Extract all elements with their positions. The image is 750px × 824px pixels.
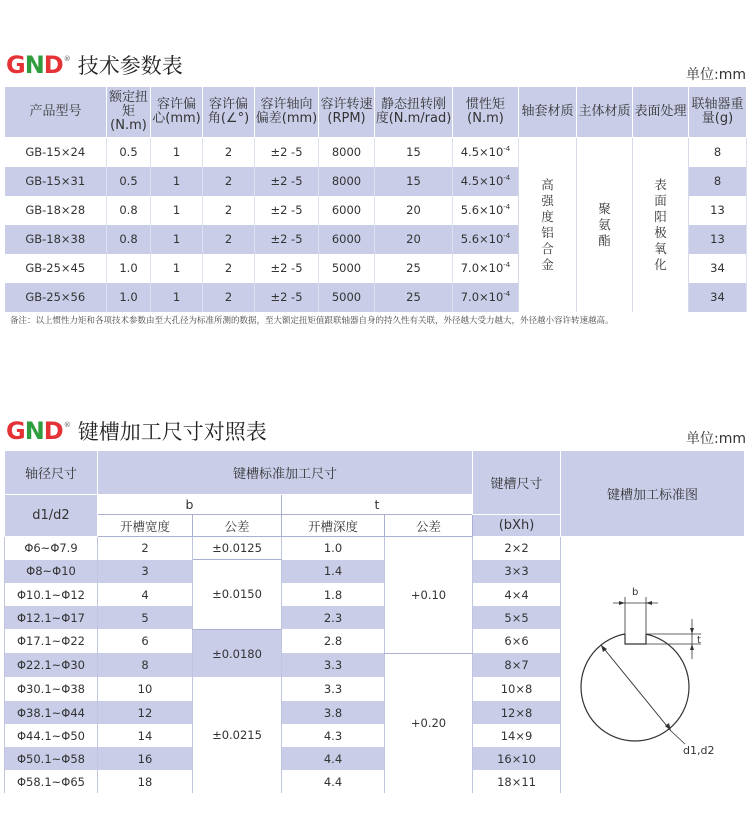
inertia-cell: $7.0\times 10^{-4}$ [453, 254, 519, 283]
b-tolerance-cell: ±0.0180 [193, 629, 282, 677]
header-cell: 静态扭转刚度(N.m/rad) [375, 87, 453, 138]
inertia-cell: $7.0\times 10^{-4}$ [453, 283, 519, 312]
model-cell: GB-15×24 [5, 138, 107, 167]
stiffness-cell: 15 [375, 138, 453, 167]
section1-unit: 单位:mm [686, 67, 746, 83]
slot-depth-cell: 4.4 [282, 747, 385, 770]
section2-title-bar [6, 416, 267, 446]
header-cell: 轴套材质 [519, 87, 577, 138]
keyway-cell: 8×7 [473, 653, 561, 677]
header-cell: 产品型号 [5, 87, 107, 138]
surface-treatment-cell: 表面阳极氧化 [633, 138, 689, 312]
table-header-row [5, 87, 747, 138]
model-cell: GB-18×28 [5, 196, 107, 225]
weight-cell: 8 [689, 167, 747, 196]
angle-cell: 2 [203, 283, 255, 312]
shaft-cell: Φ58.1~Φ65 [5, 770, 98, 793]
std-size-header: 键槽标准加工尺寸 [98, 451, 473, 495]
slot-width-cell: 4 [98, 583, 193, 606]
rpm-cell: 8000 [319, 138, 375, 167]
axial-cell: ±2 -5 [255, 196, 319, 225]
figure-header: 键槽加工标准图 [561, 451, 745, 537]
slot-width-cell: 14 [98, 724, 193, 747]
slot-width-cell: 5 [98, 606, 193, 629]
slot-depth-cell: 1.8 [282, 583, 385, 606]
keyway-cell: 14×9 [473, 724, 561, 747]
eccentric-cell: 1 [151, 167, 203, 196]
keyway-cell: 2×2 [473, 537, 561, 560]
weight-cell: 13 [689, 196, 747, 225]
slot-depth-cell: 2.3 [282, 606, 385, 629]
section1-title: 技术参数表 [77, 54, 183, 78]
torque-cell: 0.8 [107, 196, 151, 225]
eccentric-cell: 1 [151, 283, 203, 312]
shaft-cell: Φ6~Φ7.9 [5, 537, 98, 560]
keyway-cell: 4×4 [473, 583, 561, 606]
keyway-cell: 5×5 [473, 606, 561, 629]
brand-logo: G N D ® [6, 417, 70, 445]
slot-depth-header: 开槽深度 [282, 515, 385, 537]
section2-title: 键槽加工尺寸对照表 [77, 420, 267, 444]
header-cell: 容许轴向偏差(mm) [255, 87, 319, 138]
keyway-size-header: 键槽尺寸 [473, 451, 561, 515]
weight-cell: 8 [689, 138, 747, 167]
keyway-diagram [561, 537, 745, 790]
stiffness-cell: 25 [375, 283, 453, 312]
angle-cell: 2 [203, 254, 255, 283]
eccentric-cell: 1 [151, 254, 203, 283]
shaft-cell: Φ50.1~Φ58 [5, 747, 98, 770]
eccentric-cell: 1 [151, 196, 203, 225]
eccentric-cell: 1 [151, 138, 203, 167]
slot-depth-cell: 3.3 [282, 677, 385, 701]
shaft-size-header: 轴径尺寸 [5, 451, 98, 495]
keyway-cell: 18×11 [473, 770, 561, 793]
header-cell: 容许转速(RPM) [319, 87, 375, 138]
model-cell: GB-15×31 [5, 167, 107, 196]
slot-width-cell: 16 [98, 747, 193, 770]
slot-width-cell: 2 [98, 537, 193, 560]
shaft-dim-header: d1/d2 [5, 495, 98, 537]
rpm-cell: 6000 [319, 225, 375, 254]
stiffness-cell: 20 [375, 225, 453, 254]
slot-depth-cell: 3.3 [282, 653, 385, 677]
t-tolerance-header: 公差 [385, 515, 473, 537]
keyway-dim-header: (bXh) [473, 515, 561, 537]
t-tolerance-cell: +0.20 [385, 653, 473, 793]
slot-width-cell: 3 [98, 560, 193, 584]
axial-cell: ±2 -5 [255, 167, 319, 196]
sleeve-material-cell: 高强度铝合金 [519, 138, 577, 312]
angle-cell: 2 [203, 167, 255, 196]
b-label: b [632, 587, 639, 598]
slot-width-header: 开槽宽度 [98, 515, 193, 537]
shaft-cell: Φ38.1~Φ44 [5, 701, 98, 724]
slot-width-cell: 6 [98, 629, 193, 653]
model-cell: GB-18×38 [5, 225, 107, 254]
keyway-cell: 3×3 [473, 560, 561, 584]
slot-width-cell: 12 [98, 701, 193, 724]
section1-title-bar [6, 50, 183, 80]
weight-cell: 34 [689, 254, 747, 283]
header-cell: 联轴器重量(g) [689, 87, 747, 138]
diameter-line [601, 645, 671, 731]
b-tolerance-header: 公差 [193, 515, 282, 537]
keyway-cell: 10×8 [473, 677, 561, 701]
header-cell: 主体材质 [577, 87, 633, 138]
header-cell: 表面处理 [633, 87, 689, 138]
rpm-cell: 8000 [319, 167, 375, 196]
axial-cell: ±2 -5 [255, 283, 319, 312]
angle-cell: 2 [203, 138, 255, 167]
keyway-cell: 16×10 [473, 747, 561, 770]
axial-cell: ±2 -5 [255, 254, 319, 283]
axial-cell: ±2 -5 [255, 225, 319, 254]
inertia-cell: $4.5\times 10^{-4}$ [453, 138, 519, 167]
weight-cell: 13 [689, 225, 747, 254]
header-cell: 惯性矩(N.m) [453, 87, 519, 138]
model-cell: GB-25×56 [5, 283, 107, 312]
slot-depth-cell: 2.8 [282, 629, 385, 653]
shaft-cell: Φ12.1~Φ17 [5, 606, 98, 629]
table-row [5, 138, 747, 167]
tech-params-table [4, 86, 747, 312]
footnote: 备注：以上惯性力矩和各项技术参数由至大孔径为标准所测的数据，至大额定扭矩值跟联轴器自身的持久性有关联，外径越大受力越大，外径越小容许转速越高。 [10, 316, 614, 326]
torque-cell: 1.0 [107, 254, 151, 283]
rpm-cell: 6000 [319, 196, 375, 225]
shaft-cell: Φ8~Φ10 [5, 560, 98, 584]
shaft-cell: Φ44.1~Φ50 [5, 724, 98, 747]
brand-logo: G N D ® [6, 51, 70, 79]
keyway-diagram-cell [561, 537, 745, 794]
stiffness-cell: 15 [375, 167, 453, 196]
stiffness-cell: 20 [375, 196, 453, 225]
weight-cell: 34 [689, 283, 747, 312]
table-row [5, 537, 745, 560]
torque-cell: 0.8 [107, 225, 151, 254]
header-cell: 额定扭矩(N.m) [107, 87, 151, 138]
inertia-cell: $5.6\times 10^{-4}$ [453, 225, 519, 254]
table-header-row [5, 451, 745, 495]
slot-width-cell: 8 [98, 653, 193, 677]
inertia-cell: $4.5\times 10^{-4}$ [453, 167, 519, 196]
slot-width-cell: 10 [98, 677, 193, 701]
rpm-cell: 5000 [319, 254, 375, 283]
slot-depth-cell: 1.0 [282, 537, 385, 560]
shaft-cell: Φ22.1~Φ30 [5, 653, 98, 677]
body-material-cell: 聚氨酯 [577, 138, 633, 312]
shaft-cell: Φ10.1~Φ12 [5, 583, 98, 606]
keyway-cell: 12×8 [473, 701, 561, 724]
shaft-cell: Φ17.1~Φ22 [5, 629, 98, 653]
inertia-cell: $5.6\times 10^{-4}$ [453, 196, 519, 225]
angle-cell: 2 [203, 196, 255, 225]
stiffness-cell: 25 [375, 254, 453, 283]
slot-depth-cell: 1.4 [282, 560, 385, 584]
t-tolerance-cell: +0.10 [385, 537, 473, 654]
b-tolerance-cell: ±0.0150 [193, 560, 282, 630]
torque-cell: 0.5 [107, 138, 151, 167]
model-cell: GB-25×45 [5, 254, 107, 283]
torque-cell: 0.5 [107, 167, 151, 196]
slot-width-cell: 18 [98, 770, 193, 793]
diameter-label: d1,d2 [683, 744, 715, 757]
axial-cell: ±2 -5 [255, 138, 319, 167]
b-tolerance-cell: ±0.0125 [193, 537, 282, 560]
b-tolerance-cell: ±0.0215 [193, 677, 282, 793]
torque-cell: 1.0 [107, 283, 151, 312]
t-label: t [697, 635, 701, 646]
slot-depth-cell: 4.3 [282, 724, 385, 747]
keyway-cell: 6×6 [473, 629, 561, 653]
header-cell: 容许偏心(mm) [151, 87, 203, 138]
t-header: t [282, 495, 473, 515]
keyway-table [4, 450, 745, 793]
angle-cell: 2 [203, 225, 255, 254]
header-cell: 容许偏角(∠°) [203, 87, 255, 138]
section2-unit: 单位:mm [686, 431, 746, 447]
b-header: b [98, 495, 282, 515]
slot-depth-cell: 3.8 [282, 701, 385, 724]
shaft-cell: Φ30.1~Φ38 [5, 677, 98, 701]
slot-depth-cell: 4.4 [282, 770, 385, 793]
eccentric-cell: 1 [151, 225, 203, 254]
rpm-cell: 5000 [319, 283, 375, 312]
